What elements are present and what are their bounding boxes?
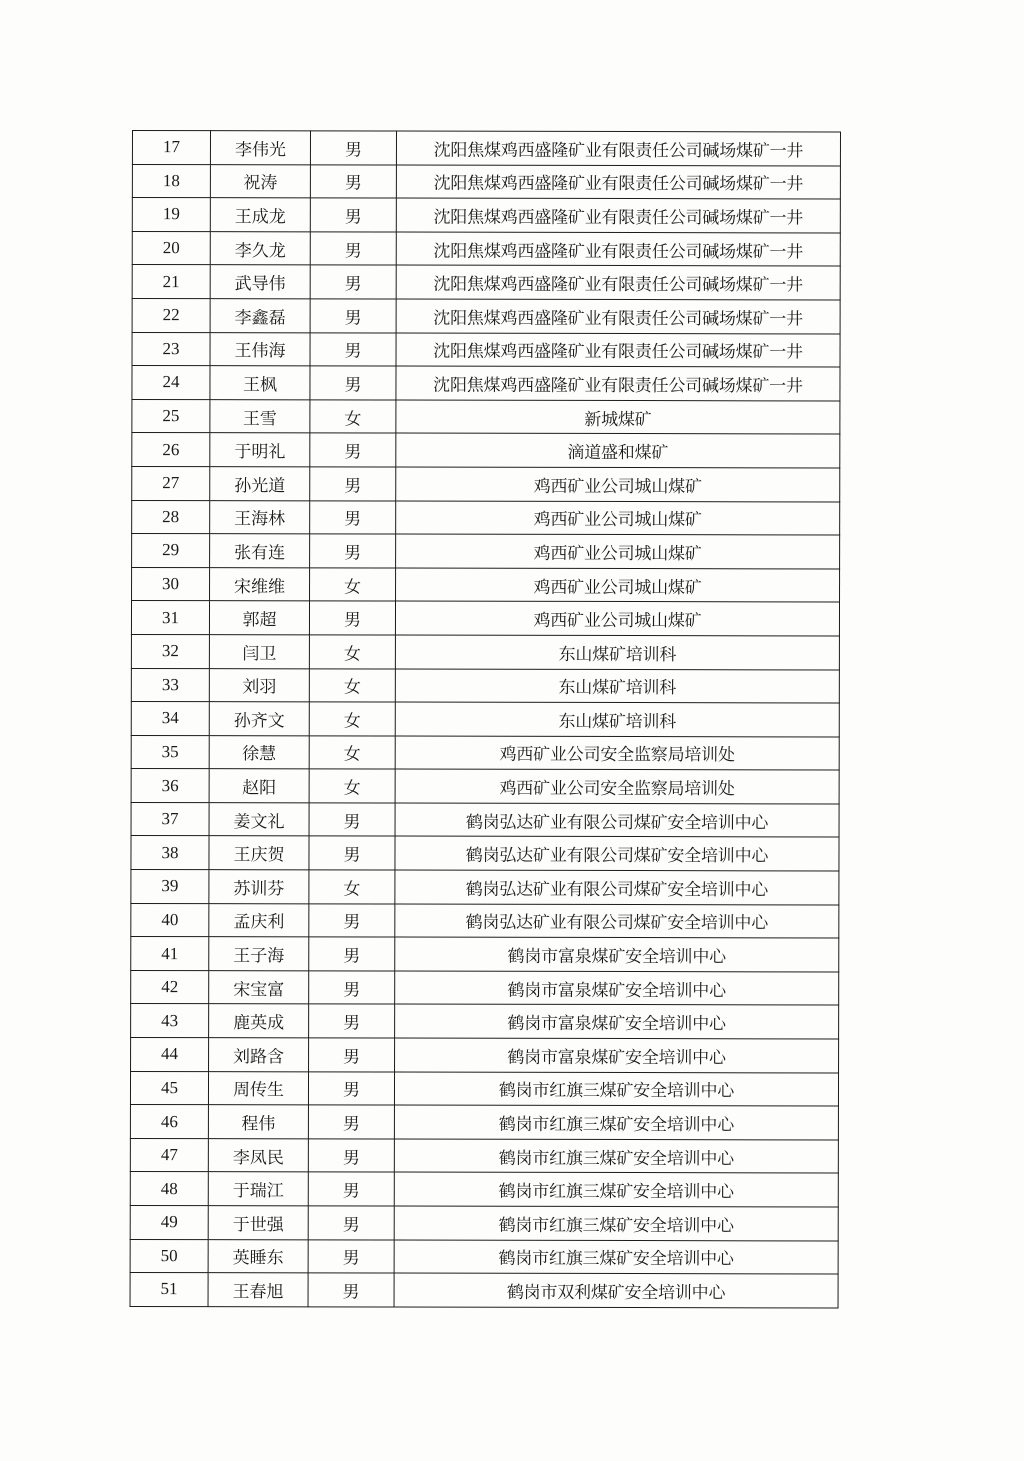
gender-cell: 男 — [308, 1139, 394, 1173]
table-row — [131, 903, 839, 938]
person-name-cell: 周传生 — [208, 1071, 308, 1105]
row-number-cell: 34 — [131, 702, 209, 736]
gender-cell: 男 — [310, 265, 396, 299]
person-name-cell: 王伟海 — [210, 332, 310, 366]
gender-cell: 男 — [308, 1206, 394, 1240]
gender-cell: 女 — [309, 870, 395, 904]
table-row — [132, 198, 840, 233]
gender-cell: 男 — [310, 164, 396, 198]
person-name-cell: 李久龙 — [210, 231, 310, 265]
row-number-cell: 44 — [131, 1038, 209, 1072]
work-unit-cell: 鸡西矿业公司城山煤矿 — [396, 467, 840, 502]
person-name-cell: 张有连 — [210, 534, 310, 568]
person-name-cell: 郭超 — [209, 601, 309, 635]
table-row — [132, 164, 840, 199]
person-name-cell: 王子海 — [209, 937, 309, 971]
work-unit-cell: 鹤岗市红旗三煤矿安全培训中心 — [394, 1105, 838, 1140]
gender-cell: 男 — [308, 1172, 394, 1206]
person-name-cell: 刘路含 — [209, 1038, 309, 1072]
person-name-cell: 刘羽 — [209, 668, 309, 702]
work-unit-cell: 沈阳焦煤鸡西盛隆矿业有限责任公司碱场煤矿一井 — [396, 198, 840, 233]
table-row — [130, 1105, 838, 1140]
gender-cell: 男 — [310, 131, 396, 165]
table-row — [131, 1004, 839, 1039]
table-row — [131, 668, 839, 703]
row-number-cell: 40 — [131, 903, 209, 937]
person-name-cell: 鹿英成 — [209, 1004, 309, 1038]
gender-cell: 男 — [308, 1273, 394, 1307]
table-row — [132, 298, 840, 333]
table-row — [131, 937, 839, 972]
work-unit-cell: 鹤岗弘达矿业有限公司煤矿安全培训中心 — [395, 837, 839, 872]
row-number-cell: 36 — [131, 769, 209, 803]
work-unit-cell: 东山煤矿培训科 — [395, 635, 839, 670]
work-unit-cell: 鹤岗市富泉煤矿安全培训中心 — [395, 971, 839, 1006]
table-row — [131, 735, 839, 770]
row-number-cell: 51 — [130, 1273, 208, 1307]
row-number-cell: 21 — [132, 265, 210, 299]
gender-cell: 男 — [310, 534, 396, 568]
gender-cell: 男 — [308, 1105, 394, 1139]
table-row — [132, 366, 840, 401]
work-unit-cell: 鸡西矿业公司城山煤矿 — [396, 568, 840, 603]
gender-cell: 女 — [310, 400, 396, 434]
table-row — [130, 1239, 838, 1274]
table-row — [131, 970, 839, 1005]
person-name-cell: 王海林 — [210, 500, 310, 534]
gender-cell: 男 — [310, 198, 396, 232]
row-number-cell: 48 — [130, 1172, 208, 1206]
row-number-cell: 27 — [132, 466, 210, 500]
row-number-cell: 24 — [132, 366, 210, 400]
gender-cell: 男 — [309, 904, 395, 938]
person-name-cell: 孙光道 — [210, 467, 310, 501]
work-unit-cell: 鹤岗市红旗三煤矿安全培训中心 — [394, 1240, 838, 1275]
person-name-cell: 姜文礼 — [209, 803, 309, 837]
work-unit-cell: 鹤岗市红旗三煤矿安全培训中心 — [394, 1072, 838, 1107]
table-row — [132, 466, 840, 501]
person-name-cell: 宋维维 — [210, 567, 310, 601]
person-name-cell: 赵阳 — [209, 769, 309, 803]
gender-cell: 男 — [310, 299, 396, 333]
person-name-cell: 李鑫磊 — [210, 299, 310, 333]
gender-cell: 女 — [309, 736, 395, 770]
table-row — [131, 802, 839, 837]
person-name-cell: 武导伟 — [210, 265, 310, 299]
row-number-cell: 39 — [131, 870, 209, 904]
gender-cell: 女 — [309, 635, 395, 669]
gender-cell: 男 — [310, 232, 396, 266]
table-row — [130, 1205, 838, 1240]
row-number-cell: 29 — [132, 534, 210, 568]
person-name-cell: 李凤民 — [208, 1138, 308, 1172]
table-row — [131, 601, 839, 636]
gender-cell: 男 — [310, 366, 396, 400]
table-row — [131, 769, 839, 804]
work-unit-cell: 鸡西矿业公司城山煤矿 — [395, 601, 839, 636]
person-name-cell: 李伟光 — [210, 131, 310, 165]
gender-cell: 男 — [309, 803, 395, 837]
row-number-cell: 47 — [130, 1138, 208, 1172]
person-name-cell: 于明礼 — [210, 433, 310, 467]
row-number-cell: 20 — [132, 231, 210, 265]
work-unit-cell: 鸡西矿业公司安全监察局培训处 — [395, 769, 839, 804]
row-number-cell: 38 — [131, 836, 209, 870]
row-number-cell: 41 — [131, 937, 209, 971]
table-row — [131, 870, 839, 905]
person-name-cell: 徐慧 — [209, 735, 309, 769]
work-unit-cell: 沈阳焦煤鸡西盛隆矿业有限责任公司碱场煤矿一井 — [396, 265, 840, 300]
row-number-cell: 26 — [132, 433, 210, 467]
row-number-cell: 42 — [131, 970, 209, 1004]
gender-cell: 女 — [309, 668, 395, 702]
row-number-cell: 32 — [131, 634, 209, 668]
row-number-cell: 33 — [131, 668, 209, 702]
gender-cell: 男 — [308, 1071, 394, 1105]
work-unit-cell: 鹤岗市富泉煤矿安全培训中心 — [395, 1004, 839, 1039]
table-row — [132, 534, 840, 569]
person-name-cell: 孙齐文 — [209, 702, 309, 736]
gender-cell: 男 — [309, 836, 395, 870]
work-unit-cell: 鸡西矿业公司安全监察局培训处 — [395, 736, 839, 771]
row-number-cell: 50 — [130, 1239, 208, 1273]
gender-cell: 男 — [309, 1004, 395, 1038]
gender-cell: 男 — [309, 937, 395, 971]
work-unit-cell: 鹤岗弘达矿业有限公司煤矿安全培训中心 — [395, 904, 839, 939]
roster-table-body — [130, 131, 840, 1308]
row-number-cell: 31 — [131, 601, 209, 635]
table-row — [132, 399, 840, 434]
person-name-cell: 王成龙 — [210, 198, 310, 232]
person-name-cell: 王庆贺 — [209, 836, 309, 870]
row-number-cell: 28 — [132, 500, 210, 534]
row-number-cell: 35 — [131, 735, 209, 769]
work-unit-cell: 滴道盛和煤矿 — [396, 433, 840, 468]
gender-cell: 女 — [310, 568, 396, 602]
table-row — [132, 433, 840, 468]
table-row — [132, 131, 840, 166]
table-row — [130, 1138, 838, 1173]
table-row — [132, 332, 840, 367]
person-name-cell: 于世强 — [208, 1206, 308, 1240]
table-row — [131, 1038, 839, 1073]
gender-cell: 男 — [310, 433, 396, 467]
row-number-cell: 43 — [131, 1004, 209, 1038]
gender-cell: 女 — [309, 769, 395, 803]
table-row — [132, 500, 840, 535]
gender-cell: 男 — [309, 1038, 395, 1072]
work-unit-cell: 新城煤矿 — [396, 400, 840, 435]
person-name-cell: 王枫 — [210, 366, 310, 400]
work-unit-cell: 鹤岗市富泉煤矿安全培训中心 — [395, 937, 839, 972]
roster-table — [130, 130, 841, 1308]
row-number-cell: 23 — [132, 332, 210, 366]
work-unit-cell: 沈阳焦煤鸡西盛隆矿业有限责任公司碱场煤矿一井 — [396, 232, 840, 267]
person-name-cell: 于瑞江 — [208, 1172, 308, 1206]
work-unit-cell: 鹤岗市红旗三煤矿安全培训中心 — [394, 1172, 838, 1207]
table-row — [130, 1172, 838, 1207]
person-name-cell: 程伟 — [208, 1105, 308, 1139]
gender-cell: 男 — [310, 500, 396, 534]
person-name-cell: 孟庆利 — [209, 903, 309, 937]
work-unit-cell: 鹤岗市双利煤矿安全培训中心 — [394, 1273, 838, 1308]
row-number-cell: 49 — [130, 1205, 208, 1239]
person-name-cell: 宋宝富 — [209, 971, 309, 1005]
work-unit-cell: 东山煤矿培训科 — [395, 669, 839, 704]
work-unit-cell: 沈阳焦煤鸡西盛隆矿业有限责任公司碱场煤矿一井 — [396, 131, 840, 166]
row-number-cell: 45 — [130, 1071, 208, 1105]
work-unit-cell: 沈阳焦煤鸡西盛隆矿业有限责任公司碱场煤矿一井 — [396, 366, 840, 401]
row-number-cell: 18 — [132, 164, 210, 198]
work-unit-cell: 鹤岗市红旗三煤矿安全培训中心 — [394, 1206, 838, 1241]
table-row — [130, 1273, 838, 1308]
row-number-cell: 19 — [132, 198, 210, 232]
person-name-cell: 英睡东 — [208, 1239, 308, 1273]
table-row — [131, 836, 839, 871]
row-number-cell: 22 — [132, 298, 210, 332]
person-name-cell: 王雪 — [210, 399, 310, 433]
person-name-cell: 闫卫 — [209, 635, 309, 669]
row-number-cell: 46 — [130, 1105, 208, 1139]
gender-cell: 男 — [310, 467, 396, 501]
row-number-cell: 17 — [132, 131, 210, 165]
work-unit-cell: 鸡西矿业公司城山煤矿 — [396, 534, 840, 569]
person-name-cell: 王春旭 — [208, 1273, 308, 1307]
gender-cell: 女 — [309, 702, 395, 736]
work-unit-cell: 沈阳焦煤鸡西盛隆矿业有限责任公司碱场煤矿一井 — [396, 299, 840, 334]
gender-cell: 男 — [310, 332, 396, 366]
gender-cell: 男 — [308, 1239, 394, 1273]
work-unit-cell: 鸡西矿业公司城山煤矿 — [396, 501, 840, 536]
work-unit-cell: 鹤岗市红旗三煤矿安全培训中心 — [394, 1139, 838, 1174]
table-row — [130, 1071, 838, 1106]
table-row — [131, 702, 839, 737]
gender-cell: 男 — [309, 601, 395, 635]
work-unit-cell: 鹤岗市富泉煤矿安全培训中心 — [395, 1038, 839, 1073]
row-number-cell: 25 — [132, 399, 210, 433]
table-row — [132, 231, 840, 266]
work-unit-cell: 沈阳焦煤鸡西盛隆矿业有限责任公司碱场煤矿一井 — [396, 333, 840, 368]
work-unit-cell: 东山煤矿培训科 — [395, 702, 839, 737]
work-unit-cell: 沈阳焦煤鸡西盛隆矿业有限责任公司碱场煤矿一井 — [396, 165, 840, 200]
table-row — [131, 634, 839, 669]
work-unit-cell: 鹤岗弘达矿业有限公司煤矿安全培训中心 — [395, 803, 839, 838]
gender-cell: 男 — [309, 971, 395, 1005]
table-row — [132, 567, 840, 602]
row-number-cell: 37 — [131, 802, 209, 836]
person-name-cell: 祝涛 — [210, 164, 310, 198]
person-name-cell: 苏训芬 — [209, 870, 309, 904]
table-row — [132, 265, 840, 300]
work-unit-cell: 鹤岗弘达矿业有限公司煤矿安全培训中心 — [395, 870, 839, 905]
row-number-cell: 30 — [132, 567, 210, 601]
